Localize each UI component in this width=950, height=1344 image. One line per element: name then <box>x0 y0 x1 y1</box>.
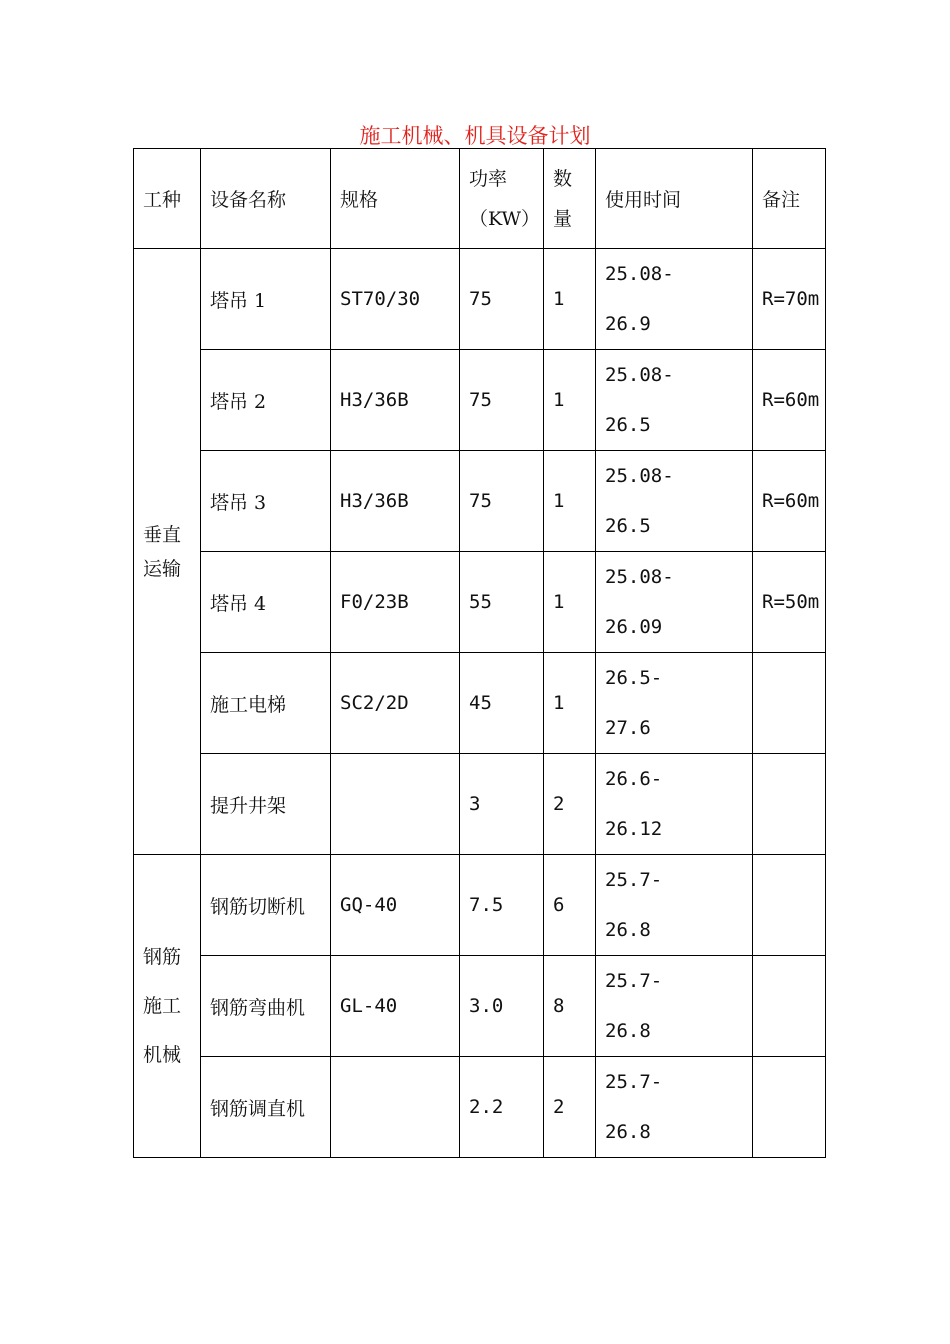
category-cell <box>134 249 201 855</box>
period-cell <box>596 1057 753 1158</box>
note-cell <box>753 956 826 1057</box>
category-line: 机械 <box>143 1043 182 1066</box>
header-note: 备注 <box>753 149 826 249</box>
period-cell <box>596 754 753 855</box>
power-cell: 2.2 <box>460 1057 544 1158</box>
equipment-name-cell: 塔吊 3 <box>201 451 331 552</box>
header-qty <box>544 149 596 249</box>
period-cell <box>596 451 753 552</box>
spec-cell: GQ-40 <box>331 855 460 956</box>
period-cell <box>596 249 753 350</box>
qty-cell: 2 <box>544 754 596 855</box>
note-cell <box>753 754 826 855</box>
qty-cell: 1 <box>544 249 596 350</box>
period-start: 25.7- <box>605 869 663 891</box>
header-name: 设备名称 <box>201 149 331 249</box>
equipment-name-cell: 塔吊 4 <box>201 552 331 653</box>
period-start: 26.5- <box>605 667 663 689</box>
power-cell: 7.5 <box>460 855 544 956</box>
header-spec: 规格 <box>331 149 460 249</box>
note-cell: R=60m <box>753 451 826 552</box>
qty-cell: 8 <box>544 956 596 1057</box>
period-end: 26.5 <box>605 414 651 436</box>
period-cell <box>596 552 753 653</box>
period-end: 26.8 <box>605 1020 651 1042</box>
header-power-line2: （KW） <box>469 207 541 230</box>
equipment-name-cell: 塔吊 1 <box>201 249 331 350</box>
period-end: 26.5 <box>605 515 651 537</box>
note-cell: R=60m <box>753 350 826 451</box>
power-cell: 45 <box>460 653 544 754</box>
equipment-plan-table <box>133 148 826 1158</box>
equipment-name-cell: 施工电梯 <box>201 653 331 754</box>
spec-cell <box>331 1057 460 1158</box>
power-cell: 55 <box>460 552 544 653</box>
spec-cell: H3/36B <box>331 451 460 552</box>
qty-cell: 1 <box>544 653 596 754</box>
equipment-name-cell: 提升井架 <box>201 754 331 855</box>
table-row <box>134 956 826 1057</box>
period-end: 26.9 <box>605 313 651 335</box>
spec-cell: SC2/2D <box>331 653 460 754</box>
spec-cell <box>331 754 460 855</box>
power-cell: 3.0 <box>460 956 544 1057</box>
equipment-name-cell: 钢筋弯曲机 <box>201 956 331 1057</box>
period-cell <box>596 350 753 451</box>
table-row <box>134 1057 826 1158</box>
power-cell: 75 <box>460 451 544 552</box>
spec-cell: GL-40 <box>331 956 460 1057</box>
category-line: 钢筋 <box>143 945 182 968</box>
spec-cell: H3/36B <box>331 350 460 451</box>
period-start: 25.08- <box>605 263 674 285</box>
note-cell <box>753 855 826 956</box>
header-period: 使用时间 <box>596 149 753 249</box>
header-qty-line2: 量 <box>553 207 573 230</box>
period-end: 26.8 <box>605 919 651 941</box>
note-cell: R=70m <box>753 249 826 350</box>
power-cell: 75 <box>460 350 544 451</box>
period-start: 25.08- <box>605 566 674 588</box>
table-row <box>134 350 826 451</box>
qty-cell: 6 <box>544 855 596 956</box>
power-cell: 3 <box>460 754 544 855</box>
table-row <box>134 754 826 855</box>
period-end: 26.12 <box>605 818 663 840</box>
note-cell <box>753 1057 826 1158</box>
header-power-line1: 功率 <box>469 167 508 190</box>
note-cell: R=50m <box>753 552 826 653</box>
qty-cell: 1 <box>544 350 596 451</box>
spec-cell: ST70/30 <box>331 249 460 350</box>
qty-cell: 2 <box>544 1057 596 1158</box>
table-row <box>134 451 826 552</box>
category-line: 施工 <box>143 994 182 1017</box>
period-cell <box>596 855 753 956</box>
spec-cell: F0/23B <box>331 552 460 653</box>
period-start: 26.6- <box>605 768 663 790</box>
header-category: 工种 <box>134 149 201 249</box>
period-start: 25.08- <box>605 465 674 487</box>
qty-cell: 1 <box>544 451 596 552</box>
period-end: 26.09 <box>605 616 663 638</box>
category-cell <box>134 855 201 1158</box>
period-start: 25.08- <box>605 364 674 386</box>
equipment-name-cell: 钢筋调直机 <box>201 1057 331 1158</box>
period-start: 25.7- <box>605 970 663 992</box>
period-cell <box>596 956 753 1057</box>
table-row <box>134 855 826 956</box>
table-row <box>134 249 826 350</box>
header-power <box>460 149 544 249</box>
category-line: 垂直 <box>143 523 182 546</box>
period-start: 25.7- <box>605 1071 663 1093</box>
period-end: 26.8 <box>605 1121 651 1143</box>
period-cell <box>596 653 753 754</box>
note-cell <box>753 653 826 754</box>
header-qty-line1: 数 <box>553 167 573 190</box>
page-title: 施工机械、机具设备计划 <box>359 124 591 148</box>
table-row <box>134 653 826 754</box>
table-header-row <box>134 149 826 249</box>
table-row <box>134 552 826 653</box>
power-cell: 75 <box>460 249 544 350</box>
equipment-name-cell: 塔吊 2 <box>201 350 331 451</box>
category-line: 运输 <box>143 557 182 580</box>
period-end: 27.6 <box>605 717 651 739</box>
equipment-name-cell: 钢筋切断机 <box>201 855 331 956</box>
qty-cell: 1 <box>544 552 596 653</box>
